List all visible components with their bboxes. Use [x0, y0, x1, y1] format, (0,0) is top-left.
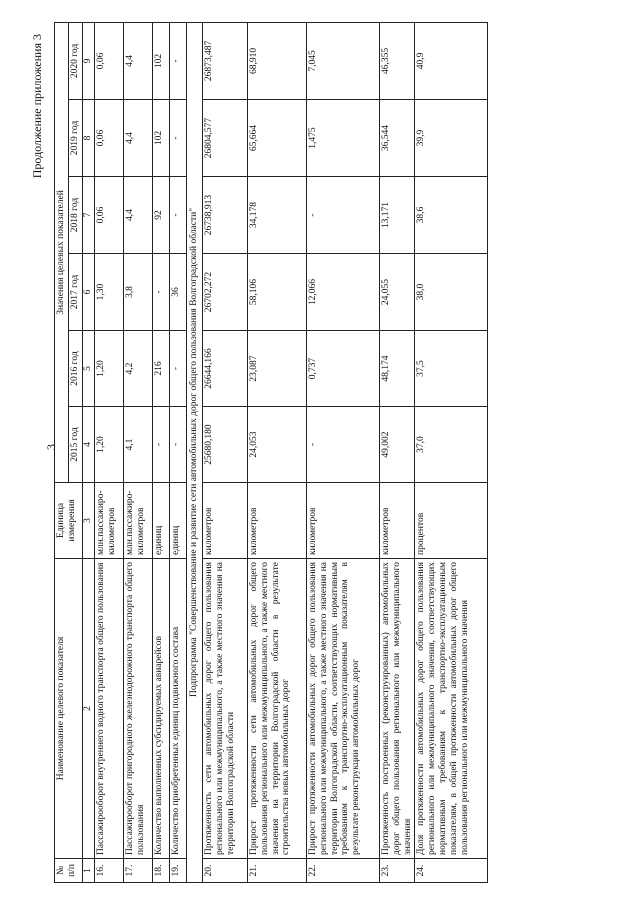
- table-row: [123, 22, 152, 882]
- row-value: -: [306, 407, 379, 483]
- row-unit: километров: [247, 483, 306, 559]
- header-year: 2018 год: [68, 177, 82, 254]
- column-number-row: [82, 22, 94, 882]
- row-value: -: [152, 407, 169, 483]
- row-name: Доля протяженности автомобильных дорог общего пользования регионального или межмуниципального значения, соответствующих нормативным требованиям к транспортно-эксплуатационным показателям, в общей протяженности автомобильных дорог общего пользования регионального или межмуниципального значения: [415, 559, 488, 859]
- row-num: 16.: [94, 859, 123, 883]
- header-row-1: [55, 22, 69, 882]
- row-unit: млн.пассажиро-километров: [94, 483, 123, 559]
- row-value: 102: [152, 100, 169, 177]
- row-value: 0,06: [94, 22, 123, 99]
- row-value: 39,9: [415, 100, 488, 177]
- table-row: [169, 22, 186, 882]
- col-number: 2: [82, 559, 94, 859]
- row-name: Протяженность сети автомобильных дорог общего пользования регионального или межмуниципального, а также местного значения на территории Волгоградской области: [202, 559, 247, 859]
- row-name: Прирост протяженности автомобильных дорог общего пользования регионального или межмуниципального, а также местного значения на территории Волгоградской области, соответствующих нормативным требованиям к транспортно-эксплуатационным показателям в результате реконструкции автомобильных дорог: [306, 559, 379, 859]
- col-number: 3: [82, 483, 94, 559]
- col-number: 4: [82, 407, 94, 483]
- row-value: 25680,180: [202, 407, 247, 483]
- row-value: 37,5: [415, 331, 488, 407]
- page-number: 3: [44, 444, 58, 450]
- row-num: 23.: [379, 859, 415, 883]
- row-num: 20.: [202, 859, 247, 883]
- row-value: 24,055: [379, 254, 415, 331]
- row-value: 65,664: [247, 100, 306, 177]
- header-year: 2015 год: [68, 407, 82, 483]
- row-value: 26644,166: [202, 331, 247, 407]
- row-unit: процентов: [415, 483, 488, 559]
- header-year: 2017 год: [68, 254, 82, 331]
- row-value: 216: [152, 331, 169, 407]
- row-value: -: [169, 177, 186, 254]
- row-value: 36: [169, 254, 186, 331]
- header-num: № п/п: [55, 859, 83, 883]
- row-unit: единиц: [169, 483, 186, 559]
- col-number: 9: [82, 22, 94, 99]
- row-value: 1,30: [94, 254, 123, 331]
- row-value: 36,544: [379, 100, 415, 177]
- row-value: -: [169, 331, 186, 407]
- row-value: 23,087: [247, 331, 306, 407]
- col-number: 5: [82, 331, 94, 407]
- row-unit: единиц: [152, 483, 169, 559]
- row-name: Пассажирооборот пригородного железнодорожного транспорта общего пользования: [123, 559, 152, 859]
- row-name: Прирост протяженности сети автомобильных дорог общего пользования регионального или межмуниципального, а также местного значения на территории Волгоградской области в результате строительства новых автомобильных дорог: [247, 559, 306, 859]
- row-value: 3,8: [123, 254, 152, 331]
- row-value: 1,20: [94, 331, 123, 407]
- row-num: 18.: [152, 859, 169, 883]
- row-value: 58,106: [247, 254, 306, 331]
- header-values-group: Значения целевых показателей: [55, 22, 69, 482]
- row-num: 21.: [247, 859, 306, 883]
- col-number: 7: [82, 177, 94, 254]
- row-value: 13,171: [379, 177, 415, 254]
- row-value: 92: [152, 177, 169, 254]
- header-year: 2016 год: [68, 331, 82, 407]
- col-number: 1: [82, 859, 94, 883]
- row-name: Количество выполненных субсидируемых авиарейсов: [152, 559, 169, 859]
- row-value: 7,045: [306, 22, 379, 99]
- row-value: 38,6: [415, 177, 488, 254]
- row-value: 24,053: [247, 407, 306, 483]
- row-unit: километров: [306, 483, 379, 559]
- table-row: [202, 22, 247, 882]
- row-value: -: [169, 407, 186, 483]
- continuation-label: Продолжение приложения 3: [30, 34, 44, 179]
- row-value: 1,20: [94, 407, 123, 483]
- row-value: 4,2: [123, 331, 152, 407]
- row-value: 4,4: [123, 22, 152, 99]
- row-value: 102: [152, 22, 169, 99]
- row-num: 24.: [415, 859, 488, 883]
- row-num: 19.: [169, 859, 186, 883]
- row-unit: километров: [379, 483, 415, 559]
- header-unit: Единица измерения: [55, 483, 83, 559]
- row-value: 34,178: [247, 177, 306, 254]
- row-value: -: [169, 22, 186, 99]
- row-value: 1,475: [306, 100, 379, 177]
- row-value: -: [306, 177, 379, 254]
- row-value: 26702,272: [202, 254, 247, 331]
- row-value: 37,0: [415, 407, 488, 483]
- indicators-table: [54, 22, 488, 883]
- row-value: 12,066: [306, 254, 379, 331]
- row-value: 4,1: [123, 407, 152, 483]
- row-value: 0,737: [306, 331, 379, 407]
- row-value: 4,4: [123, 100, 152, 177]
- table-row: [247, 22, 306, 882]
- table-row: [415, 22, 488, 882]
- row-value: 48,174: [379, 331, 415, 407]
- col-number: 8: [82, 100, 94, 177]
- row-value: 26873,487: [202, 22, 247, 99]
- row-value: 26738,913: [202, 177, 247, 254]
- row-value: 49,002: [379, 407, 415, 483]
- header-year: 2019 год: [68, 100, 82, 177]
- row-value: 26804,577: [202, 100, 247, 177]
- table-row: [94, 22, 123, 882]
- row-value: 0,06: [94, 177, 123, 254]
- row-num: 17.: [123, 859, 152, 883]
- row-num: 22.: [306, 859, 379, 883]
- col-number: 6: [82, 254, 94, 331]
- table-row: [379, 22, 415, 882]
- row-value: -: [152, 254, 169, 331]
- table-row: [306, 22, 379, 882]
- subprogram-row: [186, 22, 202, 882]
- row-value: 40,9: [415, 22, 488, 99]
- row-value: 38,0: [415, 254, 488, 331]
- table-row: [152, 22, 169, 882]
- header-name: Наименование целевого показателя: [55, 559, 83, 859]
- row-unit: млн.пассажиро-километров: [123, 483, 152, 559]
- header-year: 2020 год: [68, 22, 82, 99]
- row-value: 68,910: [247, 22, 306, 99]
- row-name: Протяженность построенных (реконструированных) автомобильных дорог общего пользования регионального или межмуниципального значения: [379, 559, 415, 859]
- row-value: 0,06: [94, 100, 123, 177]
- row-value: 46,355: [379, 22, 415, 99]
- row-name: Пассажирооборот внутреннего водного транспорта общего пользования: [94, 559, 123, 859]
- row-value: 4,4: [123, 177, 152, 254]
- row-name: Количество приобретенных единиц подвижного состава: [169, 559, 186, 859]
- subprogram-title: Подпрограмма "Совершенствование и развитие сети автомобильных дорог общего пользования Волгоградской области": [186, 22, 202, 882]
- row-unit: километров: [202, 483, 247, 559]
- row-value: -: [169, 100, 186, 177]
